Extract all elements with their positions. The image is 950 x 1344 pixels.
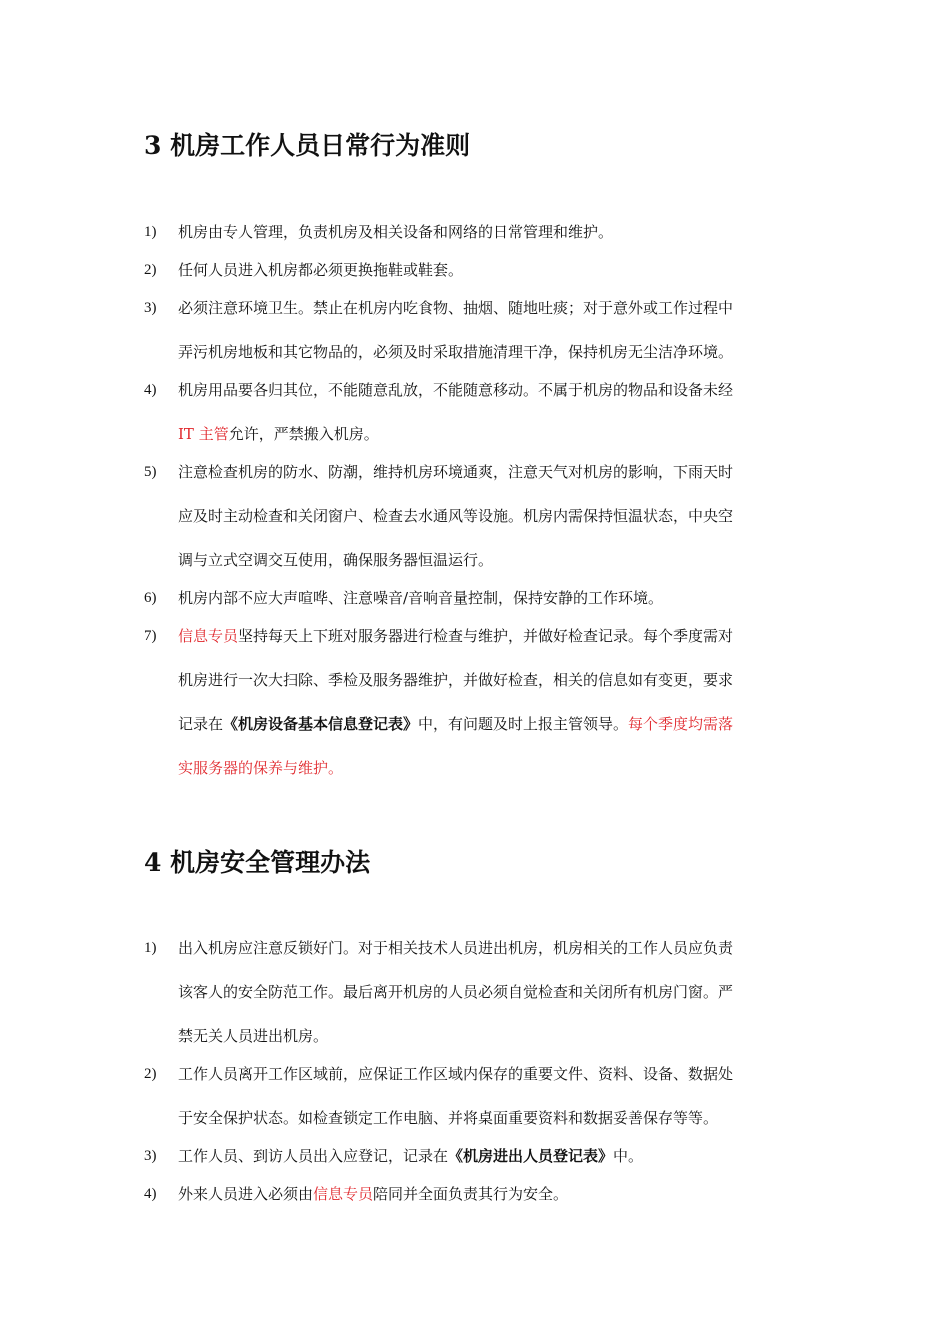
list-item-number: 1) xyxy=(144,940,157,956)
list-item xyxy=(144,926,804,1058)
body-text: 机房由专人管理，负责机房及相关设备和网络的日常管理和维护。 xyxy=(178,223,614,241)
body-text: 于安全保护状态。如检查锁定工作电脑、并将桌面重要资料和数据妥善保存等等。 xyxy=(178,1109,719,1127)
body-text: 弄污机房地板和其它物品的，必须及时采取措施清理干净，保持机房无尘洁净环境。 xyxy=(178,343,734,361)
highlight-text: 实服务器的保养与维护。 xyxy=(178,759,344,777)
text-line xyxy=(178,368,804,412)
body-text: 机房进行一次大扫除、季检及服务器维护，并做好检查，相关的信息如有变更，要求 xyxy=(178,671,734,689)
highlight-text: 每个季度均需落 xyxy=(628,715,734,733)
body-text: 出入机房应注意反锁好门。对于相关技术人员进出机房，机房相关的工作人员应负责 xyxy=(178,939,734,957)
body-text: 任何人员进入机房都必须更换拖鞋或鞋套。 xyxy=(178,261,464,279)
list-item-number: 4) xyxy=(144,1186,157,1202)
body-text: 坚持每天上下班对服务器进行检查与维护，并做好检查记录。每个季度需对 xyxy=(238,627,734,645)
list-item-number: 2) xyxy=(144,1066,157,1082)
list-item xyxy=(144,1052,804,1140)
text-line xyxy=(178,1052,804,1096)
body-text: 中，有问题及时上报主管领导。 xyxy=(418,715,629,733)
list-item xyxy=(144,286,804,374)
list-item-number: 5) xyxy=(144,464,157,480)
section-4-heading: 4 机房安全管理办法 xyxy=(144,848,371,877)
body-text: 机房内部不应大声喧哗、注意噪音/音响音量控制，保持安静的工作环境。 xyxy=(178,589,664,607)
body-text: 该客人的安全防范工作。最后离开机房的人员必须自觉检查和关闭所有机房门窗。严 xyxy=(178,983,734,1001)
list-item-number: 1) xyxy=(144,224,157,240)
list-item-text xyxy=(178,1052,804,1140)
body-text: 工作人员、到访人员出入应登记，记录在 xyxy=(178,1147,449,1165)
text-line xyxy=(178,450,804,494)
list-item xyxy=(144,450,804,582)
highlight-text: IT 主管 xyxy=(178,425,229,443)
text-line xyxy=(178,970,804,1014)
body-text: 外来人员进入必须由 xyxy=(178,1185,314,1203)
text-line xyxy=(178,926,804,970)
body-text: 工作人员离开工作区域前，应保证工作区域内保存的重要文件、资料、设备、数据处 xyxy=(178,1065,734,1083)
body-text: 注意检查机房的防水、防潮，维持机房环境通爽，注意天气对机房的影响，下雨天时 xyxy=(178,463,734,481)
list-item-number: 3) xyxy=(144,300,157,316)
list-item xyxy=(144,1172,804,1216)
section-3-heading: 3 机房工作人员日常行为准则 xyxy=(144,131,471,160)
list-item-number: 7) xyxy=(144,628,157,644)
body-text: 允许，严禁搬入机房。 xyxy=(228,425,379,443)
body-text: 机房用品要各归其位，不能随意乱放，不能随意移动。不属于机房的物品和设备未经 xyxy=(178,381,734,399)
list-item-text xyxy=(178,1172,804,1216)
text-line xyxy=(178,614,804,658)
highlight-text: 信息专员 xyxy=(313,1185,374,1203)
list-item-number: 3) xyxy=(144,1148,157,1164)
list-item-text xyxy=(178,368,804,456)
text-line xyxy=(178,1172,804,1216)
body-text: 陪同并全面负责其行为安全。 xyxy=(373,1185,569,1203)
form-name-text: 《机房进出人员登记表》 xyxy=(448,1147,614,1165)
body-text: 应及时主动检查和关闭窗户、检查去水通风等设施。机房内需保持恒温状态，中央空 xyxy=(178,507,734,525)
body-text: 调与立式空调交互使用，确保服务器恒温运行。 xyxy=(178,551,494,569)
body-text: 记录在 xyxy=(178,715,224,733)
list-item-text xyxy=(178,614,804,790)
body-text: 中。 xyxy=(613,1147,644,1165)
text-line xyxy=(178,746,804,790)
list-item-text xyxy=(178,926,804,1058)
form-name-text: 《机房设备基本信息登记表》 xyxy=(223,715,419,733)
text-line xyxy=(178,494,804,538)
text-line xyxy=(178,286,804,330)
body-text: 禁无关人员进出机房。 xyxy=(178,1027,329,1045)
list-item xyxy=(144,368,804,456)
list-item-number: 2) xyxy=(144,262,157,278)
body-text: 必须注意环境卫生。禁止在机房内吃食物、抽烟、随地吐痰；对于意外或工作过程中 xyxy=(178,299,734,317)
list-item xyxy=(144,614,804,790)
highlight-text: 信息专员 xyxy=(178,627,239,645)
list-item-text xyxy=(178,286,804,374)
text-line xyxy=(178,702,804,746)
text-line xyxy=(178,658,804,702)
list-item-number: 4) xyxy=(144,382,157,398)
list-item-text xyxy=(178,450,804,582)
list-item-number: 6) xyxy=(144,590,157,606)
